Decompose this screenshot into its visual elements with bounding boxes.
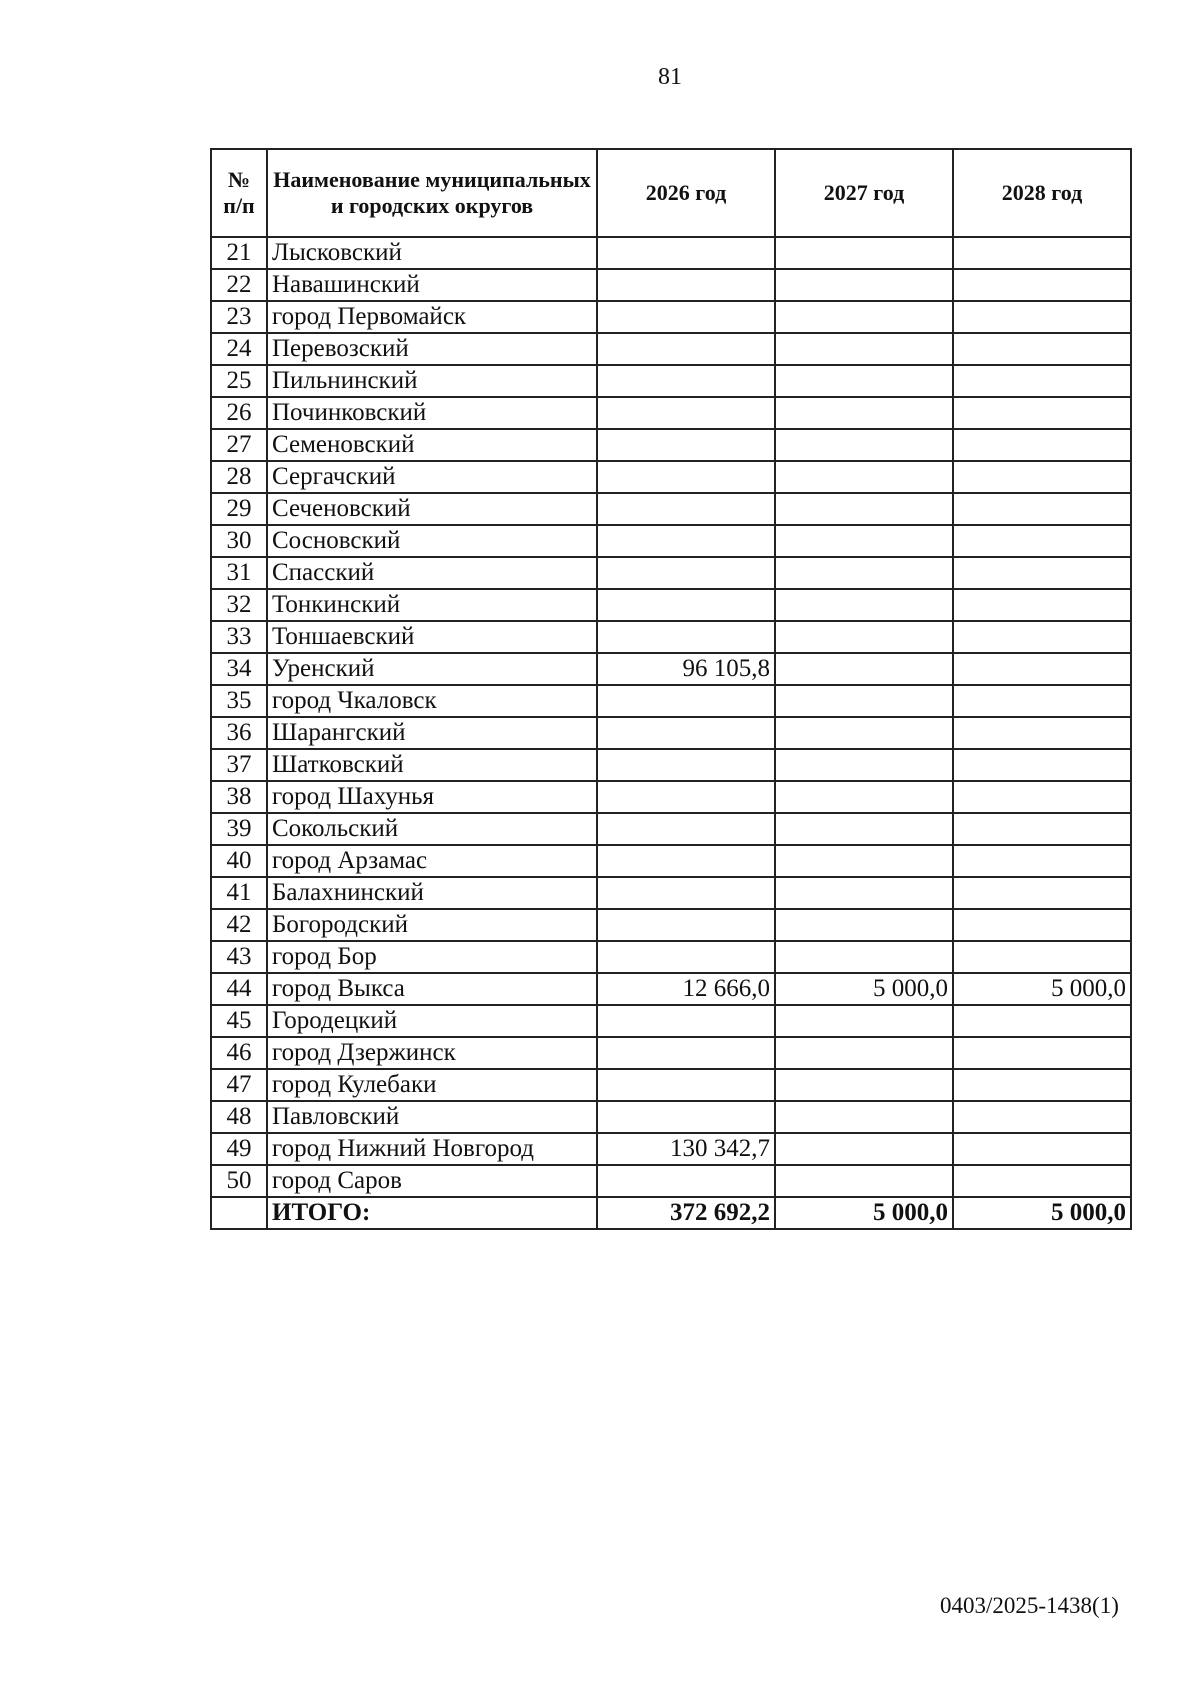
value-2026 [597, 365, 775, 397]
row-number: 25 [211, 365, 267, 397]
value-2028 [953, 653, 1131, 685]
value-2026 [597, 1101, 775, 1133]
table-row [211, 1069, 1131, 1101]
row-number: 22 [211, 269, 267, 301]
table-row [211, 1005, 1131, 1037]
header-2027: 2027 год [775, 149, 953, 237]
row-number: 35 [211, 685, 267, 717]
value-2027 [775, 269, 953, 301]
row-number: 23 [211, 301, 267, 333]
value-2026 [597, 685, 775, 717]
value-2026 [597, 589, 775, 621]
municipality-name: город Нижний Новгород [267, 1133, 597, 1165]
table-row [211, 557, 1131, 589]
value-2027 [775, 1165, 953, 1197]
value-2026: 12 666,0 [597, 973, 775, 1005]
header-name: Наименование муниципальных и городских округов [267, 149, 597, 237]
value-2026 [597, 301, 775, 333]
municipality-name: город Арзамас [267, 845, 597, 877]
municipality-name: Починковский [267, 397, 597, 429]
value-2028 [953, 237, 1131, 269]
value-2026 [597, 877, 775, 909]
table-row [211, 461, 1131, 493]
municipality-name: город Саров [267, 1165, 597, 1197]
value-2028 [953, 909, 1131, 941]
row-number: 32 [211, 589, 267, 621]
table-row [211, 1037, 1131, 1069]
value-2026 [597, 941, 775, 973]
row-number: 30 [211, 525, 267, 557]
municipality-name: город Шахунья [267, 781, 597, 813]
value-2028 [953, 685, 1131, 717]
value-2027 [775, 781, 953, 813]
row-number: 39 [211, 813, 267, 845]
value-2028 [953, 493, 1131, 525]
total-municipality-name: ИТОГО: [267, 1197, 597, 1229]
table-row [211, 429, 1131, 461]
value-2028 [953, 1037, 1131, 1069]
table-row [211, 237, 1131, 269]
value-2027 [775, 653, 953, 685]
municipality-name: Сергачский [267, 461, 597, 493]
value-2028 [953, 621, 1131, 653]
municipality-name: Навашинский [267, 269, 597, 301]
value-2027 [775, 877, 953, 909]
municipality-name: Семеновский [267, 429, 597, 461]
value-2026 [597, 461, 775, 493]
page-number: 81 [658, 64, 682, 90]
document-code: 0403/2025-1438(1) [940, 1593, 1119, 1618]
table-row [211, 781, 1131, 813]
row-number: 27 [211, 429, 267, 461]
value-2028 [953, 365, 1131, 397]
table-row [211, 365, 1131, 397]
value-2026 [597, 781, 775, 813]
row-number: 34 [211, 653, 267, 685]
value-2028 [953, 717, 1131, 749]
value-2027 [775, 909, 953, 941]
value-2026 [597, 333, 775, 365]
municipality-name: Балахнинский [267, 877, 597, 909]
municipality-name: Уренский [267, 653, 597, 685]
value-2027 [775, 1133, 953, 1165]
municipality-name: Павловский [267, 1101, 597, 1133]
table-row [211, 909, 1131, 941]
row-number: 46 [211, 1037, 267, 1069]
table-row [211, 1101, 1131, 1133]
value-2027 [775, 237, 953, 269]
value-2027: 5 000,0 [775, 973, 953, 1005]
total-value-2028: 5 000,0 [953, 1197, 1131, 1229]
row-number: 42 [211, 909, 267, 941]
value-2027 [775, 589, 953, 621]
value-2027 [775, 333, 953, 365]
value-2026 [597, 269, 775, 301]
value-2027 [775, 749, 953, 781]
value-2026 [597, 845, 775, 877]
row-number: 26 [211, 397, 267, 429]
value-2028 [953, 813, 1131, 845]
value-2028 [953, 461, 1131, 493]
table-row [211, 813, 1131, 845]
value-2027 [775, 1069, 953, 1101]
municipality-name: Городецкий [267, 1005, 597, 1037]
value-2026 [597, 1037, 775, 1069]
value-2026: 96 105,8 [597, 653, 775, 685]
value-2027 [775, 301, 953, 333]
municipality-name: Тоншаевский [267, 621, 597, 653]
row-number: 28 [211, 461, 267, 493]
municipality-name: Сокольский [267, 813, 597, 845]
value-2028 [953, 781, 1131, 813]
row-number: 31 [211, 557, 267, 589]
table-header-row [211, 149, 1131, 237]
row-number: 40 [211, 845, 267, 877]
value-2026 [597, 525, 775, 557]
value-2027 [775, 557, 953, 589]
value-2027 [775, 525, 953, 557]
table-row [211, 333, 1131, 365]
value-2028 [953, 877, 1131, 909]
value-2026 [597, 909, 775, 941]
table-row [211, 717, 1131, 749]
table-row [211, 493, 1131, 525]
total-row-number [211, 1197, 267, 1229]
header-2026: 2026 год [597, 149, 775, 237]
row-number: 36 [211, 717, 267, 749]
value-2028 [953, 525, 1131, 557]
header-number: № п/п [211, 149, 267, 237]
value-2026 [597, 493, 775, 525]
value-2028 [953, 1133, 1131, 1165]
value-2027 [775, 941, 953, 973]
municipality-name: Лысковский [267, 237, 597, 269]
municipality-name: город Кулебаки [267, 1069, 597, 1101]
value-2028: 5 000,0 [953, 973, 1131, 1005]
total-value-2026: 372 692,2 [597, 1197, 775, 1229]
value-2026 [597, 1069, 775, 1101]
table-row [211, 685, 1131, 717]
total-value-2027: 5 000,0 [775, 1197, 953, 1229]
value-2026 [597, 621, 775, 653]
row-number: 37 [211, 749, 267, 781]
value-2027 [775, 493, 953, 525]
value-2027 [775, 1005, 953, 1037]
total-row [211, 1197, 1131, 1229]
row-number: 21 [211, 237, 267, 269]
value-2026 [597, 237, 775, 269]
value-2028 [953, 1069, 1131, 1101]
value-2027 [775, 685, 953, 717]
value-2027 [775, 621, 953, 653]
value-2027 [775, 845, 953, 877]
row-number: 48 [211, 1101, 267, 1133]
row-number: 24 [211, 333, 267, 365]
municipality-name: город Бор [267, 941, 597, 973]
table-body [211, 237, 1131, 1229]
row-number: 47 [211, 1069, 267, 1101]
value-2028 [953, 269, 1131, 301]
municipality-name: город Дзержинск [267, 1037, 597, 1069]
municipality-name: город Чкаловск [267, 685, 597, 717]
table-row [211, 1133, 1131, 1165]
municipality-name: Шарангский [267, 717, 597, 749]
value-2028 [953, 301, 1131, 333]
value-2028 [953, 1101, 1131, 1133]
municipality-name: Тонкинский [267, 589, 597, 621]
value-2027 [775, 813, 953, 845]
municipality-name: город Первомайск [267, 301, 597, 333]
value-2028 [953, 1005, 1131, 1037]
value-2028 [953, 397, 1131, 429]
value-2026 [597, 1165, 775, 1197]
table-row [211, 1165, 1131, 1197]
municipality-name: Спасский [267, 557, 597, 589]
value-2026 [597, 557, 775, 589]
value-2026 [597, 1005, 775, 1037]
row-number: 43 [211, 941, 267, 973]
value-2028 [953, 941, 1131, 973]
value-2026 [597, 397, 775, 429]
table-row [211, 845, 1131, 877]
row-number: 41 [211, 877, 267, 909]
value-2028 [953, 557, 1131, 589]
value-2026 [597, 429, 775, 461]
row-number: 29 [211, 493, 267, 525]
allocation-table [210, 148, 1132, 1230]
municipality-name: город Выкса [267, 973, 597, 1005]
value-2027 [775, 429, 953, 461]
row-number: 44 [211, 973, 267, 1005]
value-2027 [775, 397, 953, 429]
value-2028 [953, 589, 1131, 621]
table-row [211, 301, 1131, 333]
municipality-name: Сеченовский [267, 493, 597, 525]
row-number: 49 [211, 1133, 267, 1165]
value-2027 [775, 717, 953, 749]
value-2026: 130 342,7 [597, 1133, 775, 1165]
header-2028: 2028 год [953, 149, 1131, 237]
value-2026 [597, 717, 775, 749]
value-2028 [953, 749, 1131, 781]
municipality-name: Пильнинский [267, 365, 597, 397]
table-row [211, 653, 1131, 685]
table-row [211, 589, 1131, 621]
value-2028 [953, 845, 1131, 877]
table-row [211, 525, 1131, 557]
table-row [211, 941, 1131, 973]
table-row [211, 749, 1131, 781]
table-row [211, 877, 1131, 909]
municipality-name: Богородский [267, 909, 597, 941]
value-2028 [953, 429, 1131, 461]
value-2028 [953, 333, 1131, 365]
table-row [211, 621, 1131, 653]
value-2027 [775, 365, 953, 397]
value-2028 [953, 1165, 1131, 1197]
value-2027 [775, 461, 953, 493]
table-row [211, 973, 1131, 1005]
municipality-name: Шатковский [267, 749, 597, 781]
value-2026 [597, 749, 775, 781]
value-2027 [775, 1037, 953, 1069]
table-row [211, 269, 1131, 301]
table-row [211, 397, 1131, 429]
municipality-name: Перевозский [267, 333, 597, 365]
value-2027 [775, 1101, 953, 1133]
row-number: 38 [211, 781, 267, 813]
municipality-name: Сосновский [267, 525, 597, 557]
row-number: 33 [211, 621, 267, 653]
value-2026 [597, 813, 775, 845]
row-number: 45 [211, 1005, 267, 1037]
row-number: 50 [211, 1165, 267, 1197]
